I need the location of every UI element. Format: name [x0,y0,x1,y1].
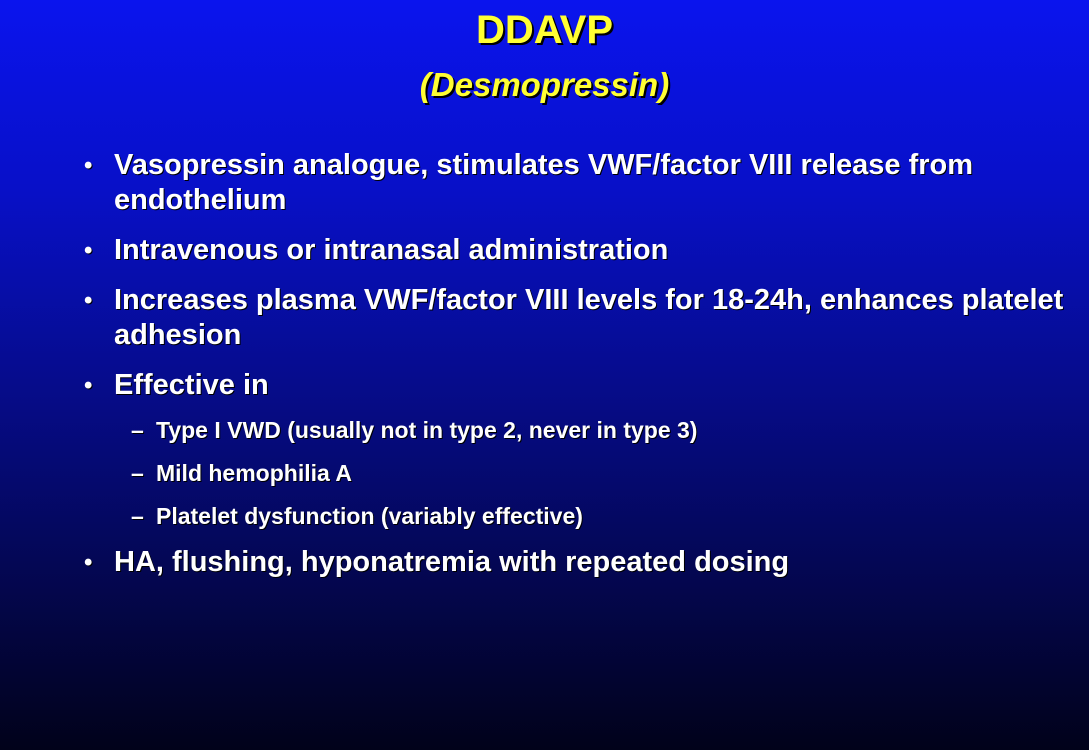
bullet-icon: • [84,237,93,264]
dash-icon: – [131,503,144,529]
bullet-icon: • [84,287,93,314]
bullet-item [84,368,1074,403]
bullet-text: HA, flushing, hyponatremia with repeated dosing [114,546,790,578]
bullet-item [84,545,1074,580]
slide-subtitle: (Desmopressin) [419,66,670,103]
sub-bullet-list [84,416,1074,530]
bullet-item [84,283,1074,353]
sub-bullet-item [84,459,1074,487]
bullet-text: Increases plasma VWF/factor VIII levels for 18-24h, enhances platelet adhesion [114,284,1064,351]
bullet-text: Intravenous or intranasal administration [114,234,669,266]
bullet-icon: • [84,152,93,179]
bullet-icon: • [84,549,93,576]
sub-bullet-text: Type I VWD (usually not in type 2, never in type 3) [156,417,698,443]
bullet-item [84,148,1074,218]
dash-icon: – [131,460,144,486]
sub-bullet-text: Platelet dysfunction (variably effective) [156,503,583,529]
bullet-icon: • [84,372,93,399]
sub-bullet-item [84,416,1074,444]
bullet-text: Vasopressin analogue, stimulates VWF/factor VIII release from endothelium [114,149,974,216]
bullet-text: Effective in [114,369,269,401]
sub-bullet-item [84,502,1074,530]
dash-icon: – [131,417,144,443]
bullet-item [84,233,1074,268]
sub-bullet-text: Mild hemophilia A [156,460,352,486]
slide-title: DDAVP [475,8,614,52]
bullet-list [84,148,1074,595]
